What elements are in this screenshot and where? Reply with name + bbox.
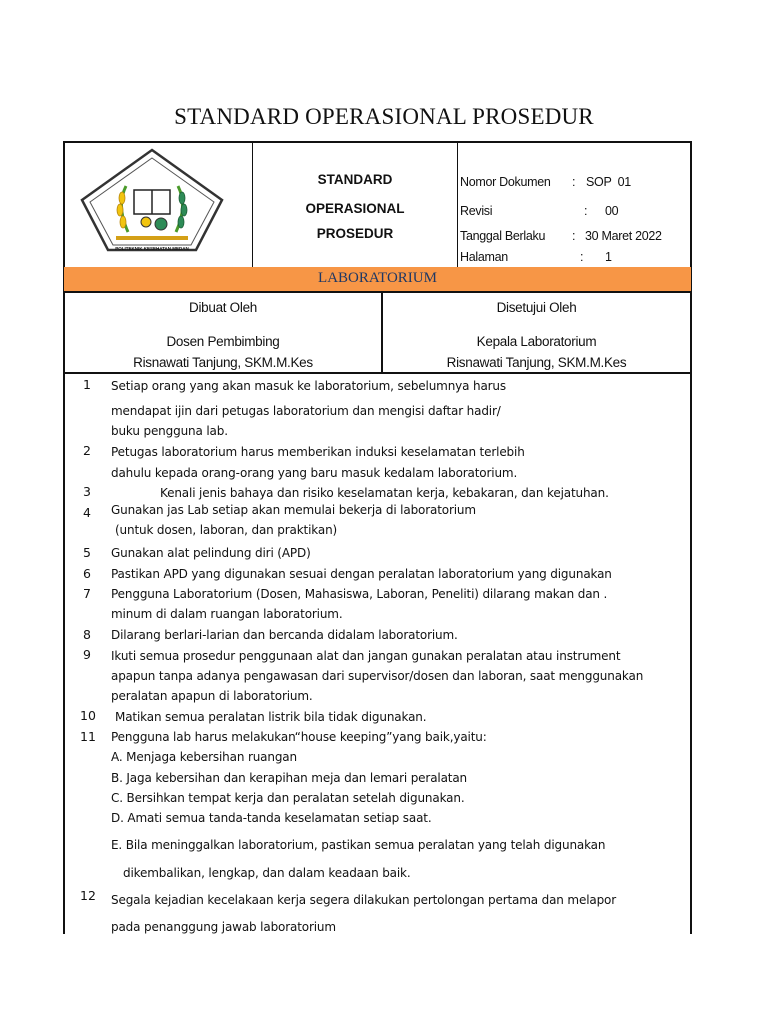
item-text: (untuk dosen, laboran, dan praktikan): [115, 523, 338, 537]
item-text: mendapat ijin dari petugas laboratorium dan mengisi daftar hadir/: [111, 404, 501, 418]
item-text: Ikuti semua prosedur penggunaan alat dan jangan gunakan peralatan atau instrument: [111, 649, 621, 663]
item-text: Pastikan APD yang digunakan sesuai dengan peralatan laboratorium yang digunakan: [111, 567, 612, 581]
item-text: dahulu kepada orang-orang yang baru masuk kedalam laboratorium.: [111, 466, 518, 480]
item-text: Gunakan jas Lab setiap akan memulai bekerja di laboratorium: [111, 503, 476, 517]
sig-bottom-border: [63, 372, 692, 374]
item-text: Pengguna Laboratorium (Dosen, Mahasiswa, Laboran, Peneliti) dilarang makan dan .: [111, 587, 608, 601]
sig-right-name: Risnawati Tanjung, SKM.M.Kes: [446, 355, 627, 370]
sig-right-heading: Disetujui Oleh: [496, 300, 577, 315]
item-number: 12: [80, 888, 96, 903]
item-text: Dilarang berlari-larian dan bercanda didalam laboratorium.: [111, 628, 458, 642]
document-title: STANDARD OPERASIONAL PROSEDUR: [174, 104, 594, 129]
sig-left-heading: Dibuat Oleh: [189, 300, 257, 315]
sop-title-line-3: PROSEDUR: [316, 226, 394, 241]
header-table-right-border: [690, 141, 692, 934]
item-number: 1: [83, 377, 91, 392]
item-text: pada penanggung jawab laboratorium: [111, 920, 336, 934]
meta-sep-tanggal: :: [572, 229, 576, 243]
item-text: E. Bila meninggalkan laboratorium, pastikan semua peralatan yang telah digunakan: [111, 838, 606, 852]
item-number: 10: [80, 708, 96, 723]
item-text: Pengguna lab harus melakukan“house keeping”yang baik,yaitu:: [111, 730, 487, 744]
section-label: LABORATORIUM: [318, 270, 437, 286]
sig-right-role: Kepala Laboratorium: [476, 334, 597, 349]
meta-value-halaman: 1: [605, 250, 612, 264]
item-text: A. Menjaga kebersihan ruangan: [111, 750, 297, 764]
item-text: C. Bersihkan tempat kerja dan peralatan setelah digunakan.: [111, 791, 465, 805]
item-number: 4: [83, 505, 91, 520]
item-text: apapun tanpa adanya pengawasan dari supervisor/dosen dan laboran, saat menggunakan: [111, 669, 644, 683]
item-text: B. Jaga kebersihan dan kerapihan meja dan lemari peralatan: [111, 771, 467, 785]
meta-sep-revisi: :: [584, 204, 588, 218]
meta-label-halaman: Halaman: [460, 250, 508, 264]
meta-label-revisi: Revisi: [460, 204, 493, 218]
sop-title-line-2: OPERASIONAL: [305, 201, 405, 216]
item-text: Setiap orang yang akan masuk ke laboratorium, sebelumnya harus: [111, 379, 506, 393]
meta-value-tanggal: 30 Maret 2022: [585, 229, 662, 243]
item-number: 2: [83, 443, 91, 458]
item-text: D. Amati semua tanda-tanda keselamatan setiap saat.: [111, 811, 432, 825]
meta-value-nomor: SOP 01: [586, 175, 631, 189]
item-text: Matikan semua peralatan listrik bila tidak digunakan.: [115, 710, 427, 724]
institution-logo: [76, 146, 228, 258]
item-number: 6: [83, 566, 91, 581]
item-text: dikembalikan, lengkap, dan dalam keadaan baik.: [123, 866, 411, 880]
sig-left-role: Dosen Pembimbing: [166, 334, 280, 349]
logo-caption: POLITEKNIK KESEHATAN MEDAN: [115, 246, 189, 251]
item-number: 8: [83, 627, 91, 642]
item-text: Kenali jenis bahaya dan risiko keselamatan kerja, kebakaran, dan kejatuhan.: [160, 486, 609, 500]
meta-sep-halaman: :: [580, 250, 584, 264]
item-number: 7: [83, 586, 91, 601]
header-table-top-border: [63, 141, 692, 143]
sig-top-border: [63, 291, 692, 293]
item-text: minum di dalam ruangan laboratorium.: [111, 607, 343, 621]
item-text: peralatan apapun di laboratorium.: [111, 689, 313, 703]
header-table-left-border: [63, 141, 65, 934]
meta-label-tanggal: Tanggal Berlaku: [460, 229, 546, 243]
meta-sep-nomor: :: [572, 175, 576, 189]
sop-title-line-1: STANDARD: [317, 172, 393, 187]
item-text: Gunakan alat pelindung diri (APD): [111, 546, 311, 560]
item-text: Segala kejadian kecelakaan kerja segera dilakukan pertolongan pertama dan melapor: [111, 893, 617, 907]
header-divider-2: [457, 141, 458, 267]
item-number: 11: [80, 729, 96, 744]
logo-emblem-icon: [76, 146, 228, 258]
meta-value-revisi: 00: [605, 204, 619, 218]
meta-label-nomor: Nomor Dokumen: [460, 175, 551, 189]
item-number: 9: [83, 647, 91, 662]
item-text: buku pengguna lab.: [111, 424, 228, 438]
item-number: 5: [83, 545, 91, 560]
item-text: Petugas laboratorium harus memberikan induksi keselamatan terlebih: [111, 445, 525, 459]
item-number: 3: [83, 484, 91, 499]
sig-left-name: Risnawati Tanjung, SKM.M.Kes: [133, 355, 313, 370]
